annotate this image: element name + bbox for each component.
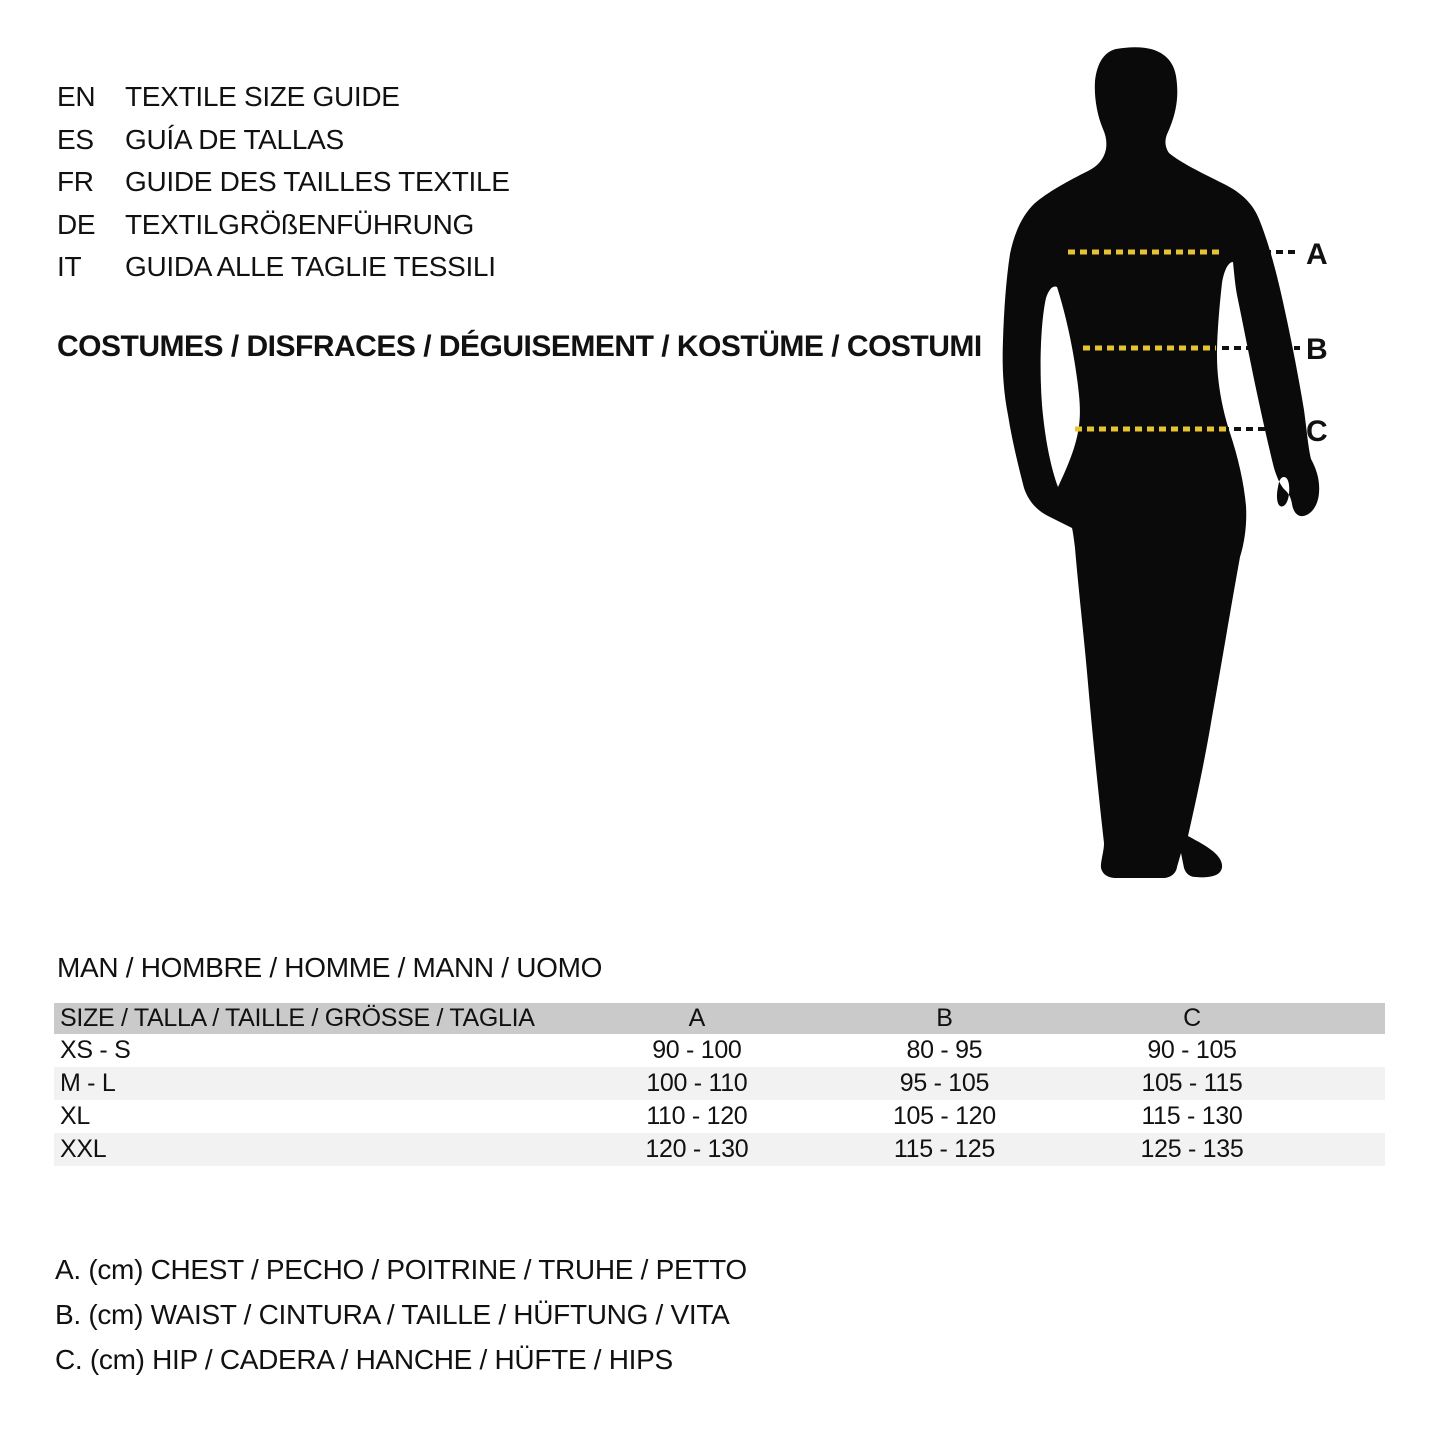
language-code: ES: [57, 123, 94, 155]
language-row: [57, 204, 510, 247]
measurement-legend: [55, 1247, 747, 1382]
table-row: [54, 1034, 1385, 1067]
language-label: GUÍA DE TALLAS: [125, 123, 344, 155]
language-label: GUIDE DES TAILLES TEXTILE: [125, 166, 510, 198]
man-silhouette: [1003, 47, 1320, 878]
language-code: FR: [57, 166, 94, 198]
size-cell: M - L: [60, 1069, 116, 1097]
column-header-b: B: [936, 1004, 953, 1032]
category-title: COSTUMES / DISFRACES / DÉGUISEMENT / KOSTÜME / COSTUMI: [57, 330, 982, 363]
value-cell-c: 125 - 135: [1140, 1135, 1244, 1163]
language-row: [57, 119, 510, 162]
value-cell-a: 120 - 130: [645, 1135, 749, 1163]
value-cell-b: 115 - 125: [893, 1135, 995, 1163]
value-cell-b: 80 - 95: [906, 1036, 983, 1064]
value-cell-c: 105 - 115: [1141, 1069, 1243, 1097]
language-code: DE: [57, 208, 96, 240]
legend-line-hip: C. (cm) HIP / CADERA / HANCHE / HÜFTE / HIPS: [55, 1343, 673, 1375]
language-label: GUIDA ALLE TAGLIE TESSILI: [125, 251, 496, 283]
man-silhouette-figure: [990, 40, 1350, 900]
language-code: EN: [57, 81, 96, 113]
column-header-size: SIZE / TALLA / TAILLE / GRÖSSE / TAGLIA: [60, 1004, 535, 1032]
table-row: [54, 1100, 1385, 1133]
measurement-label-b: B: [1306, 333, 1328, 366]
value-cell-a: 110 - 120: [646, 1102, 748, 1130]
size-table: [54, 1003, 1385, 1166]
value-cell-b: 95 - 105: [899, 1069, 990, 1097]
measurement-label-a: A: [1306, 238, 1328, 271]
table-row: [54, 1067, 1385, 1100]
table-header-row: [54, 1003, 1385, 1034]
table-row: [54, 1133, 1385, 1166]
language-row: [57, 76, 510, 119]
column-header-a: A: [688, 1004, 706, 1032]
size-cell: XL: [60, 1102, 90, 1130]
legend-line-chest: A. (cm) CHEST / PECHO / POITRINE / TRUHE / PETTO: [55, 1253, 747, 1285]
value-cell-a: 100 - 110: [646, 1069, 748, 1097]
measurement-label-c: C: [1306, 415, 1328, 448]
value-cell-a: 90 - 100: [652, 1036, 742, 1064]
size-cell: XXL: [60, 1135, 107, 1163]
language-label: TEXTILGRÖßENFÜHRUNG: [125, 208, 474, 240]
column-header-c: C: [1183, 1004, 1201, 1032]
language-label: TEXTILE SIZE GUIDE: [125, 81, 400, 113]
language-list: [57, 76, 510, 289]
language-code: IT: [57, 251, 82, 283]
size-cell: XS - S: [60, 1036, 131, 1064]
value-cell-c: 115 - 130: [1141, 1102, 1243, 1130]
value-cell-c: 90 - 105: [1147, 1036, 1237, 1064]
section-title: MAN / HOMBRE / HOMME / MANN / UOMO: [57, 952, 603, 983]
legend-line-waist: B. (cm) WAIST / CINTURA / TAILLE / HÜFTUNG / VITA: [55, 1298, 730, 1330]
value-cell-b: 105 - 120: [892, 1102, 996, 1130]
language-row: [57, 246, 510, 289]
language-row: [57, 161, 510, 204]
